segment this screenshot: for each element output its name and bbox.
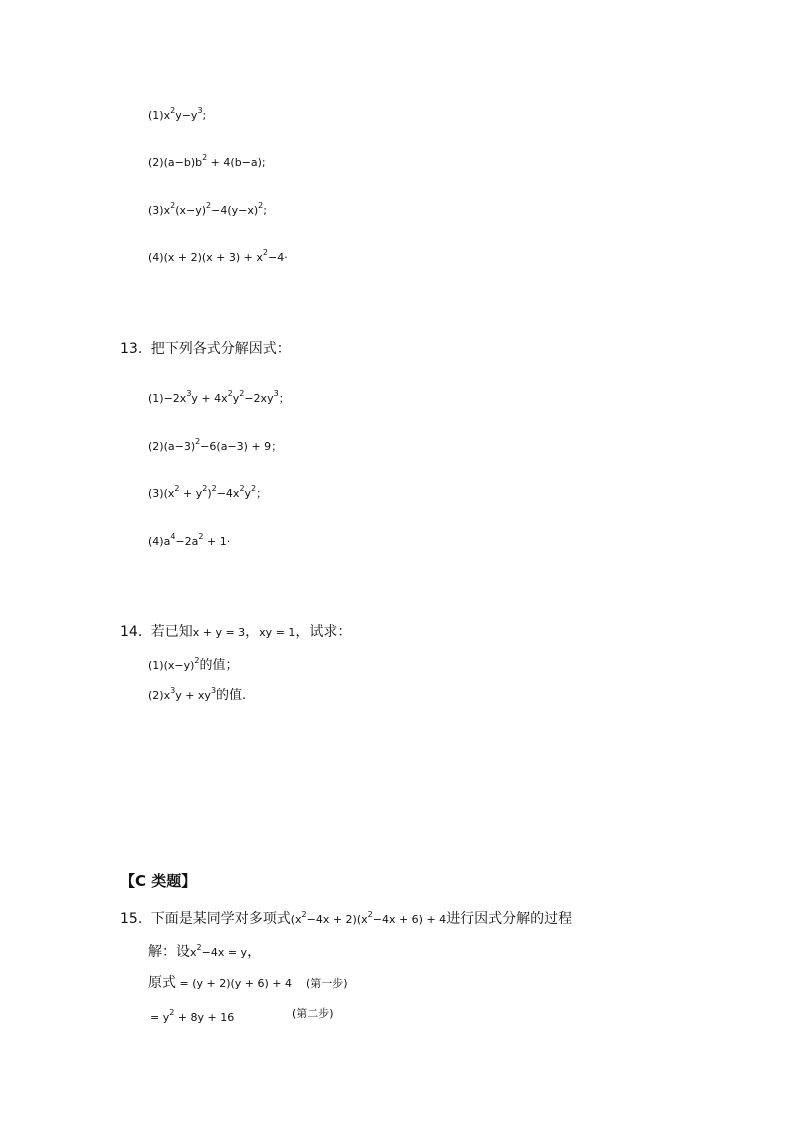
q14-heading [120, 625, 351, 639]
expr-text: (2)x [148, 689, 171, 702]
expr-text: −4x + 2)(x [306, 913, 368, 926]
expr-text: = y [150, 1011, 170, 1024]
expr-text: y + xy [175, 689, 211, 702]
q13-part-4 [148, 532, 231, 548]
exponent: 2 [202, 153, 208, 162]
exponent: 2 [196, 943, 202, 952]
expr-text: + 8y + 16 [174, 1011, 235, 1024]
question-text: 下面是某同学对多项式 [150, 911, 291, 927]
expr-text: (3)x [148, 204, 171, 217]
expr-text: −4· [268, 251, 288, 264]
step-expr: = (y + 2)(y + 6) + 4 [176, 977, 293, 990]
expr-text: (1)x [148, 109, 171, 122]
exponent: 2 [251, 484, 257, 493]
section-heading: 【C 类题】 [120, 872, 197, 890]
substitution-expr [190, 943, 248, 959]
exponent: 2 [194, 656, 200, 665]
exponent: 2 [206, 201, 212, 210]
q13-part-2 [148, 437, 283, 453]
expr-text: −4x = y [201, 946, 248, 959]
exponent: 2 [170, 201, 176, 210]
expr-text: + 4(b−a); [207, 156, 266, 169]
expr-text: 的值； [199, 658, 239, 673]
expr-text: y [244, 487, 252, 500]
expr-text: (4)a [148, 535, 171, 548]
given-equation-1: x + y = 3 [192, 626, 246, 639]
q13-heading [120, 342, 291, 356]
given-equation-2: xy = 1 [259, 626, 296, 639]
expr-text: ； [278, 392, 290, 405]
expr-text: + 1· [203, 535, 231, 548]
q12-part-2 [148, 153, 266, 169]
exponent: 2 [170, 106, 176, 115]
exponent: 3 [210, 686, 217, 695]
expr-text: ； [256, 487, 268, 500]
expr-text: ; [263, 204, 267, 217]
expr-text: ; [202, 109, 207, 122]
expr-text: −2xy [244, 392, 274, 405]
exponent: 3 [186, 389, 192, 398]
expr-text: (x−y) [175, 204, 207, 217]
expr-text: y−y [175, 109, 198, 122]
q15-step-1 [148, 976, 292, 990]
question-text: ，试求： [295, 624, 352, 640]
q15-heading [120, 912, 572, 926]
exponent: 3 [170, 686, 176, 695]
expr-text: −4x [216, 487, 240, 500]
exponent: 4 [170, 532, 176, 541]
q15-solution-intro [148, 945, 261, 959]
exponent: 2 [239, 389, 245, 398]
question-title: 把下列各式分解因式： [150, 341, 291, 357]
exponent: 2 [169, 1008, 175, 1017]
expr-text: (2)(a−b)b [148, 156, 203, 169]
expr-text: −6(a−3) + 9 [200, 440, 272, 453]
expr-text: (3)(x [148, 487, 175, 500]
exponent: 2 [211, 484, 217, 493]
expr-text: y + 4x [191, 392, 228, 405]
q13-part-3 [148, 484, 268, 500]
solution-text: 解：设 [148, 944, 190, 960]
polynomial-expr [290, 910, 447, 926]
exponent: 2 [174, 484, 180, 493]
exponent: 2 [367, 910, 373, 919]
question-number: 15. [120, 911, 143, 927]
q12-part-3 [148, 201, 267, 217]
expr-text: y [232, 392, 240, 405]
solution-text: 原式 [148, 975, 176, 991]
q15-step-1-note: (第一步) [306, 977, 348, 990]
expr-text: 的值. [216, 688, 247, 703]
exponent: 2 [195, 437, 201, 446]
question-text: 若已知 [150, 624, 193, 640]
exponent: 2 [262, 248, 268, 257]
q14-part-2 [148, 686, 247, 703]
q14-part-1 [148, 656, 239, 673]
expr-text: −4x + 6) + 4 [372, 913, 447, 926]
q12-part-4 [148, 248, 288, 264]
exponent: 3 [273, 389, 279, 398]
q13-part-1 [148, 389, 290, 405]
expr-text: (x [290, 913, 302, 926]
expr-text: −4(y−x) [211, 204, 259, 217]
question-number: 13. [120, 341, 143, 357]
exponent: 3 [197, 106, 203, 115]
exponent: 2 [198, 532, 204, 541]
expr-text: + y [179, 487, 203, 500]
expr-text: (4)(x + 2)(x + 3) + x [148, 251, 263, 264]
expr-text: −2a [175, 535, 199, 548]
expr-text: x [190, 946, 197, 959]
exponent: 2 [258, 201, 264, 210]
expr-text: (1)(x−y) [148, 659, 195, 672]
exponent: 2 [239, 484, 245, 493]
q12-part-1 [148, 106, 207, 122]
exponent: 2 [301, 910, 307, 919]
expr-text: (1)−2x [148, 392, 187, 405]
solution-text: ， [247, 944, 262, 960]
exponent: 2 [202, 484, 208, 493]
expr-text: ) [207, 487, 212, 500]
exponent: 2 [227, 389, 233, 398]
q15-step-2 [150, 1008, 235, 1024]
question-text: 进行因式分解的过程 [446, 911, 573, 927]
question-text: ， [245, 624, 260, 640]
question-number: 14. [120, 624, 143, 640]
expr-text: (2)(a−3) [148, 440, 196, 453]
q15-step-2-note: (第二步) [292, 1007, 334, 1020]
expr-text: ； [271, 440, 283, 453]
